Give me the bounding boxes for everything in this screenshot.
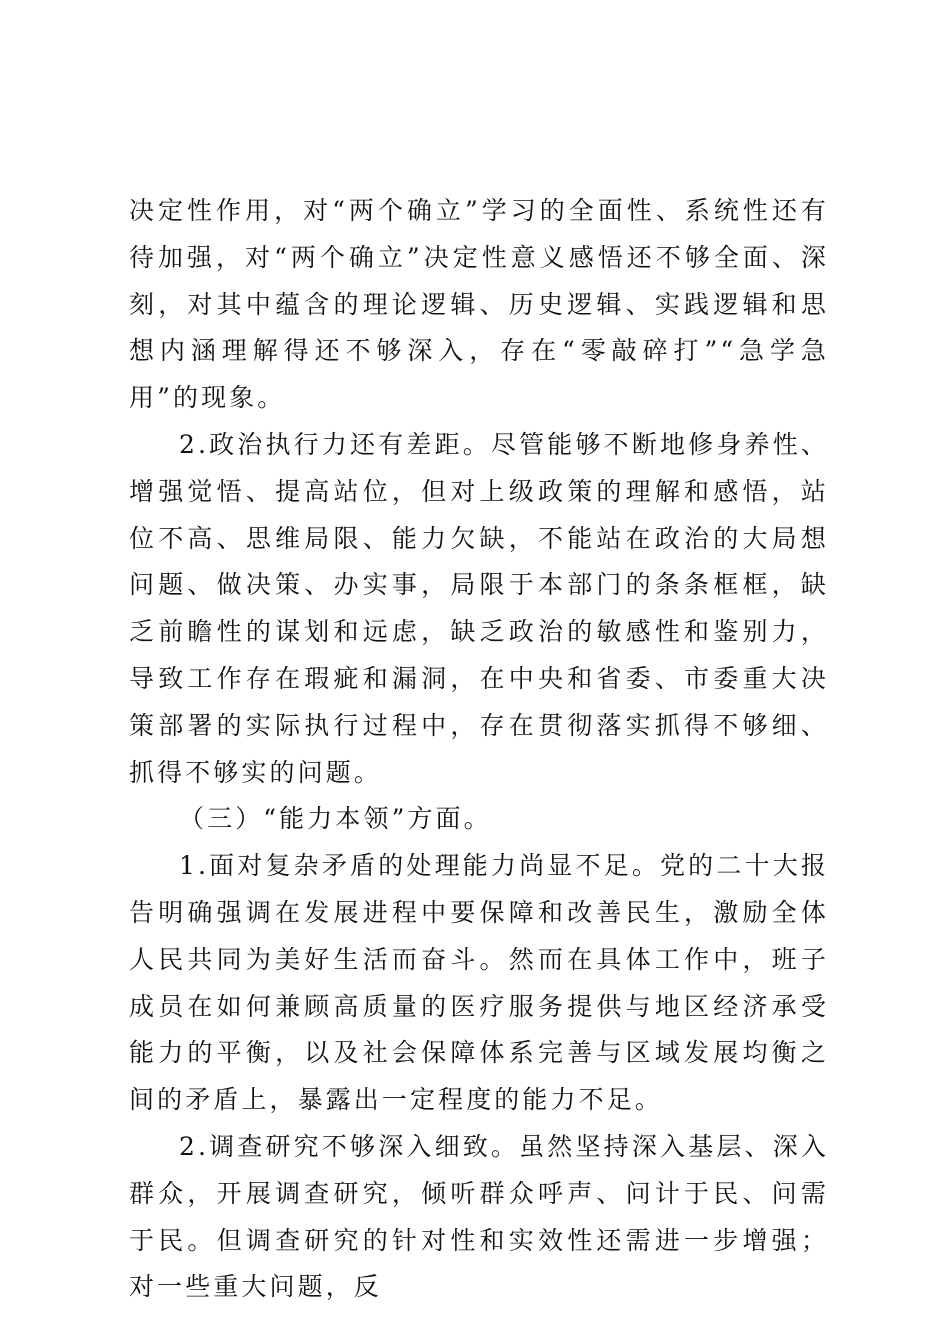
document-body xyxy=(129,188,829,1311)
section-heading-ability: （三）“能力本领”方面。 xyxy=(179,804,492,834)
paragraph-conflict-handling: 1.面对复杂矛盾的处理能力尚显不足。党的二十大报告明确强调在发展进程中要保障和改善民生，激励全体人民共同为美好生活而奋斗。然而在具体工作中，班子成员在如何兼顾高质量的医疗服务提供与地区经济承受能力的平衡，以及社会保障体系完善与区域发展均衡之间的矛盾上，暴露出一定程度的能力不足。 xyxy=(129,851,829,1115)
paragraph-political-execution: 2.政治执行力还有差距。尽管能够不断地修身养性、增强觉悟、提高站位，但对上级政策的理解和感悟，站位不高、思维局限、能力欠缺，不能站在政治的大局想问题、做决策、办实事，局限于本部门的条条框框，缺乏前瞻性的谋划和远虑，缺乏政治的敏感性和鉴别力，导致工作存在瑕疵和漏洞，在中央和省委、市委重大决策部署的实际执行过程中，存在贯彻落实抓得不够细、抓得不够实的问题。 xyxy=(129,429,829,787)
paragraph-investigation-research: 2.调查研究不够深入细致。虽然坚持深入基层、深入群众，开展调查研究，倾听群众呼声、问计于民、问需于民。但调查研究的针对性和实效性还需进一步增强；对一些重大问题，反 xyxy=(129,1131,829,1302)
paragraph-continuation: 决定性作用，对“两个确立”学习的全面性、系统性还有待加强，对“两个确立”决定性意义感悟还不够全面、深刻，对其中蕴含的理论逻辑、历史逻辑、实践逻辑和思想内涵理解得还不够深入，存在“零敲碎打”“急学急用”的现象。 xyxy=(129,196,829,413)
